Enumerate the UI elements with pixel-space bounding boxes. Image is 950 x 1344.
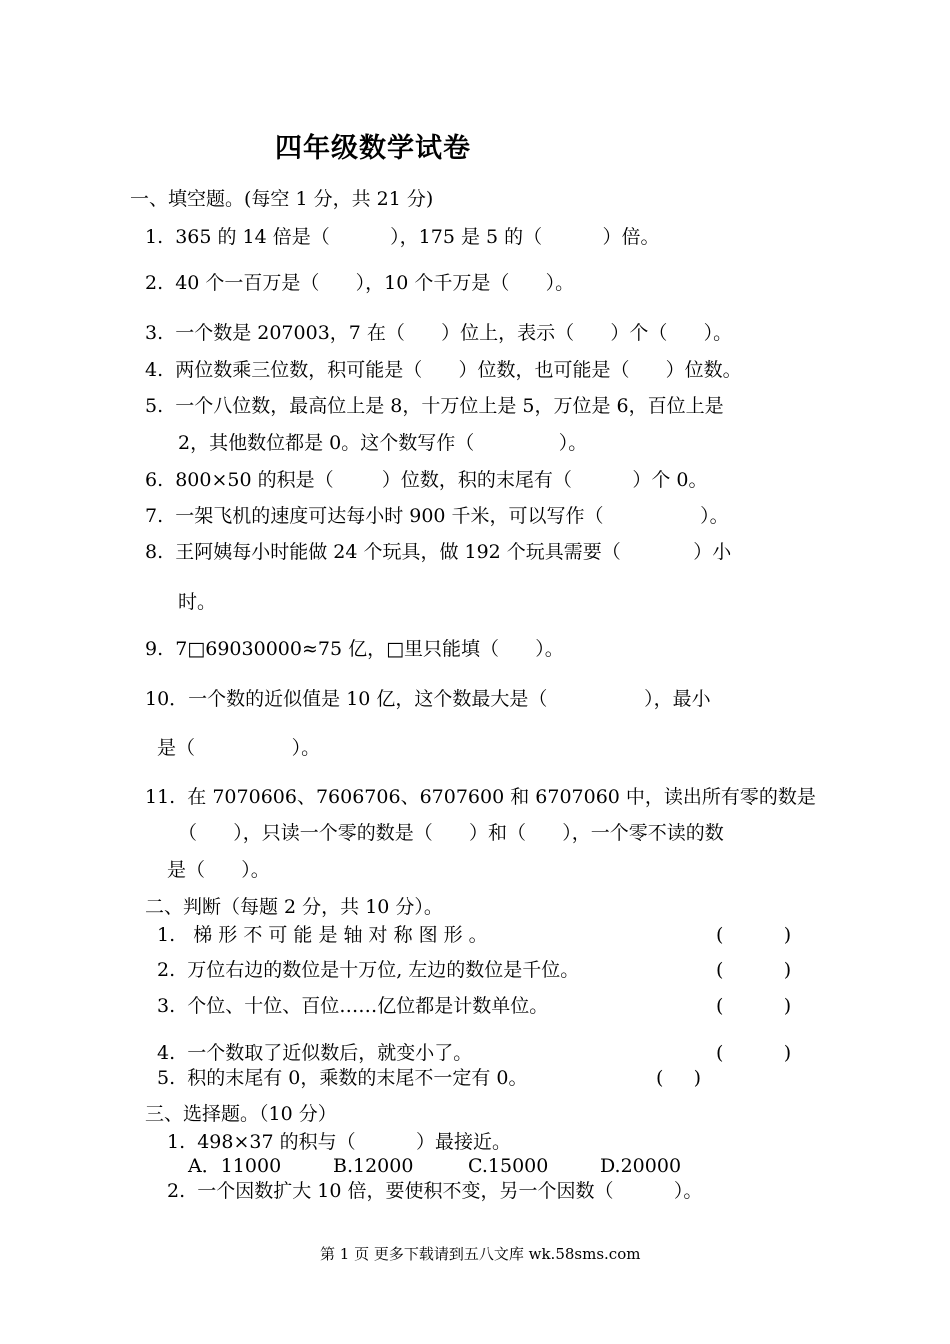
judge-item-text: 1. 梯 形 不 可 能 是 轴 对 称 图 形 。 xyxy=(157,924,488,946)
question-line: 是（ ）。 xyxy=(157,737,321,759)
judge-item-mark: ( ) xyxy=(716,1042,792,1064)
judge-item-mark: ( ) xyxy=(716,924,792,946)
choice-option: B.12000 xyxy=(333,1155,414,1177)
question-line: 是（ ）。 xyxy=(167,859,270,881)
question-line: 2，其他数位都是 0。这个数写作（ ）。 xyxy=(178,432,588,454)
section-3-heading: 三、选择题。（10 分） xyxy=(145,1103,337,1125)
question-line: 时。 xyxy=(178,591,217,613)
question-line: 8. 王阿姨每小时能做 24 个玩具，做 192 个玩具需要（ ）小 xyxy=(145,541,732,563)
question-line: 1. 365 的 14 倍是（ ），175 是 5 的（ ）倍。 xyxy=(145,226,660,248)
judge-item-text: 5. 积的末尾有 0，乘数的末尾不一定有 0。 xyxy=(157,1067,528,1089)
judge-item-mark: ( ) xyxy=(656,1067,702,1089)
question-line: （ ），只读一个零的数是（ ）和（ ），一个零不读的数 xyxy=(178,822,724,844)
question-line: 10．一个数的近似值是 10 亿，这个数最大是（ ），最小 xyxy=(145,688,711,710)
choice-option: D.20000 xyxy=(600,1155,682,1177)
judge-item-text: 4. 一个数取了近似数后，就变小了。 xyxy=(157,1042,473,1064)
page-title: 四年级数学试卷 xyxy=(275,133,471,164)
question-line: 9. 7□69030000≈75 亿，□里只能填（ ）。 xyxy=(145,638,564,660)
question-line: 7. 一架飞机的速度可达每小时 900 千米，可以写作（ ）。 xyxy=(145,505,729,527)
judge-item-mark: ( ) xyxy=(716,995,792,1017)
question-line: 11. 在 7070606、7606706、6707600 和 6707060 中，读出所有零的数是 xyxy=(145,786,816,808)
question-line: 2. 40 个一百万是（ ），10 个千万是（ ）。 xyxy=(145,272,575,294)
section-2-heading: 二、判断（每题 2 分，共 10 分）。 xyxy=(145,896,443,918)
section-1-heading: 一、填空题。(每空 1 分，共 21 分) xyxy=(130,188,434,210)
judge-item-text: 3. 个位、十位、百位……亿位都是计数单位。 xyxy=(157,995,549,1017)
choice-option: A．11000 xyxy=(188,1155,282,1177)
question-line: 3. 一个数是 207003，7 在（ ）位上，表示（ ）个（ ）。 xyxy=(145,322,733,344)
choice-option: C.15000 xyxy=(468,1155,549,1177)
question-line: 6. 800×50 的积是（ ）位数，积的末尾有（ ）个 0。 xyxy=(145,469,708,491)
page-footer: 第 1 页 更多下载请到五八文库 wk.58sms.com xyxy=(320,1245,641,1263)
judge-item-text: 2. 万位右边的数位是十万位, 左边的数位是千位。 xyxy=(157,959,580,981)
question-line: 5. 一个八位数，最高位上是 8，十万位上是 5，万位是 6，百位上是 xyxy=(145,395,724,417)
choice-question: 2. 一个因数扩大 10 倍，要使积不变，另一个因数（ ）。 xyxy=(167,1180,703,1202)
choice-question: 1. 498×37 的积与（ ）最接近。 xyxy=(167,1131,512,1153)
judge-item-mark: ( ) xyxy=(716,959,792,981)
question-line: 4. 两位数乘三位数，积可能是（ ）位数，也可能是（ ）位数。 xyxy=(145,359,742,381)
